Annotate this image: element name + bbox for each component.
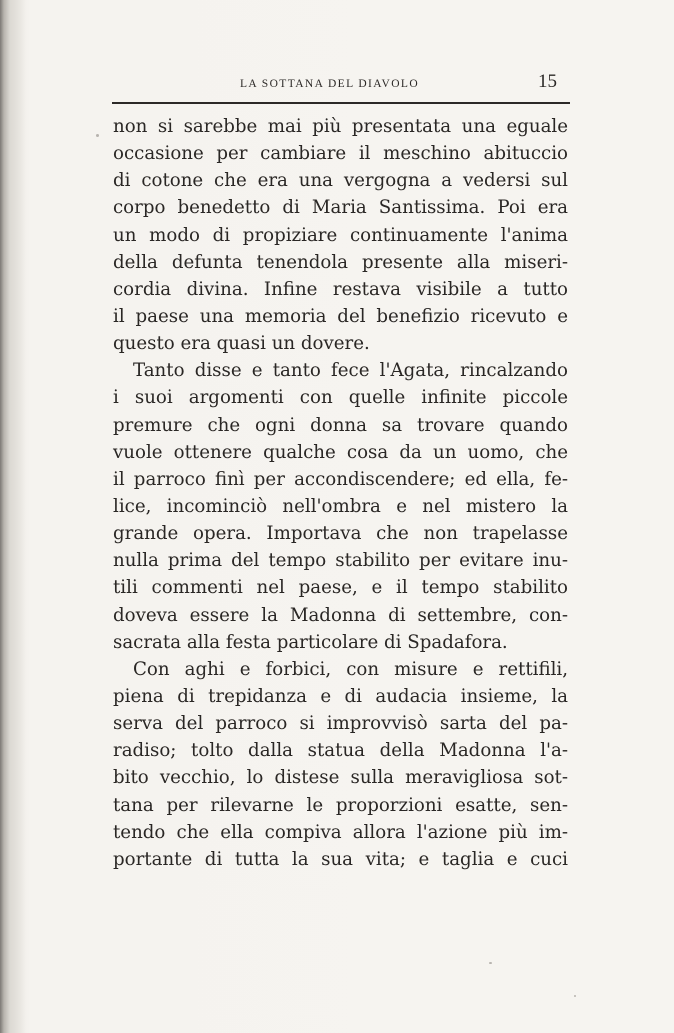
text-line: non si sarebbe mai più presentata una eguale xyxy=(113,116,568,137)
text-line: occasione per cambiare il meschino abituccio xyxy=(113,143,568,165)
paper-speck xyxy=(96,134,99,137)
text-line: premure che ogni donna sa trovare quando xyxy=(113,414,568,436)
text-line: lice, incominciò nell'ombra e nel mistero la xyxy=(113,495,568,517)
text-line: i suoi argomenti con quelle infinite piccole xyxy=(113,387,568,409)
text-line: portante di tutta la sua vita; e taglia e cuci xyxy=(113,848,568,870)
page-number: 15 xyxy=(538,71,557,92)
text-line: sacrata alla festa particolare di Spadafora. xyxy=(113,631,508,653)
text-line: tana per rilevarne le proporzioni esatte, sen- xyxy=(113,794,568,816)
text-line: piena di trepidanza e di audacia insieme, la xyxy=(113,685,568,707)
text-line: radiso; tolto dalla statua della Madonna l'a- xyxy=(113,740,568,762)
text-line: della defunta tenendola presente alla miseri- xyxy=(113,251,568,273)
page-header xyxy=(110,66,570,96)
text-line: nulla prima del tempo stabilito per evitare inu- xyxy=(113,550,568,572)
running-title: LA SOTTANA DEL DIAVOLO xyxy=(240,78,420,90)
text-line: grande opera. Importava che non trapelasse xyxy=(113,523,568,545)
paper-speck xyxy=(489,962,492,964)
text-line: doveva essere la Madonna di settembre, con- xyxy=(113,604,568,626)
text-line: il parroco finì per accondiscendere; ed ella, fe- xyxy=(113,468,568,490)
page-binding-edge xyxy=(0,0,26,1033)
text-line: di cotone che era una vergogna a vedersi sul xyxy=(113,170,568,192)
text-line: questo era quasi un dovere. xyxy=(113,333,370,355)
text-line: Tanto disse e tanto fece l'Agata, rincalzando xyxy=(133,360,568,382)
header-rule xyxy=(112,102,570,104)
text-line: serva del parroco si improvvisò sarta del pa- xyxy=(113,713,568,735)
text-line: tili commenti nel paese, e il tempo stabilito xyxy=(113,577,568,599)
body-text xyxy=(113,113,568,873)
paper-speck xyxy=(574,995,576,997)
text-line: tendo che ella compiva allora l'azione più im- xyxy=(113,821,568,843)
text-line: un modo di propiziare continuamente l'anima xyxy=(113,224,568,246)
text-line: Con aghi e forbici, con misure e rettifili, xyxy=(133,658,568,680)
text-line: corpo benedetto di Maria Santissima. Poi era xyxy=(113,197,568,219)
text-line: vuole ottenere qualche cosa da un uomo, che xyxy=(113,441,568,463)
text-line: bito vecchio, lo distese sulla meravigliosa sot- xyxy=(113,767,568,789)
text-line: il paese una memoria del benefizio ricevuto e xyxy=(113,305,568,327)
text-line: cordia divina. Infine restava visibile a tutto xyxy=(113,278,568,300)
